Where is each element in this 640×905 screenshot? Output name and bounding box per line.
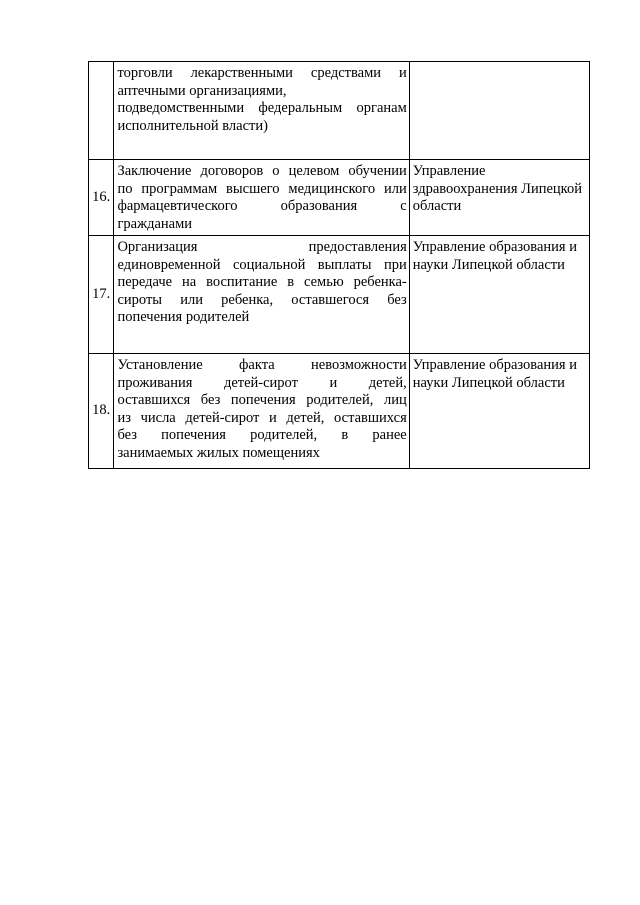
description-line: исполнительной власти) bbox=[117, 117, 268, 134]
row-number: 16. bbox=[89, 160, 114, 236]
description-line: занимаемых жилых помещениях bbox=[117, 444, 320, 461]
description-line: торговли лекарственными средствами и bbox=[117, 65, 407, 81]
description-line: передаче на воспитание в семью ребенка- bbox=[117, 274, 407, 290]
table-row bbox=[89, 354, 590, 469]
description-line: единовременной социальной выплаты при bbox=[117, 256, 407, 273]
row-number: 17. bbox=[89, 236, 114, 354]
row-number: 18. bbox=[89, 354, 114, 469]
row-description bbox=[114, 236, 409, 354]
row-organization: Управление здравоохранения Липецкой области bbox=[409, 160, 589, 236]
description-line: гражданами bbox=[117, 215, 193, 232]
services-table-body bbox=[89, 62, 590, 469]
table-row bbox=[89, 236, 590, 354]
row-description bbox=[114, 354, 409, 469]
description-line: подведомственными федеральным органам bbox=[117, 100, 407, 116]
description-line: фармацевтического образования с bbox=[117, 198, 407, 214]
table-row bbox=[89, 62, 590, 160]
description-line: без попечения родителей, в ранее bbox=[117, 427, 407, 443]
row-description bbox=[114, 62, 409, 160]
row-description bbox=[114, 160, 409, 236]
description-line: из числа детей-сирот и детей, оставшихся bbox=[117, 409, 407, 426]
row-organization: Управление образования и науки Липецкой области bbox=[409, 354, 589, 469]
description-line: попечения родителей bbox=[117, 309, 250, 325]
description-line: Заключение договоров о целевом обучении bbox=[117, 163, 407, 179]
description-line: сироты или ребенка, оставшегося без bbox=[117, 291, 407, 308]
services-table bbox=[88, 61, 590, 469]
row-organization: Управление образования и науки Липецкой области bbox=[409, 236, 589, 354]
row-organization bbox=[409, 62, 589, 160]
table-row bbox=[89, 160, 590, 236]
description-line: оставшихся без попечения родителей, лиц bbox=[117, 392, 407, 408]
description-line: по программам высшего медицинского или bbox=[117, 180, 407, 197]
description-line: Организация предоставления bbox=[117, 239, 407, 255]
description-line: Установление факта невозможности bbox=[117, 357, 407, 373]
description-line: проживания детей-сирот и детей, bbox=[117, 374, 407, 391]
description-line: аптечными организациями, bbox=[117, 82, 287, 99]
row-number bbox=[89, 62, 114, 160]
